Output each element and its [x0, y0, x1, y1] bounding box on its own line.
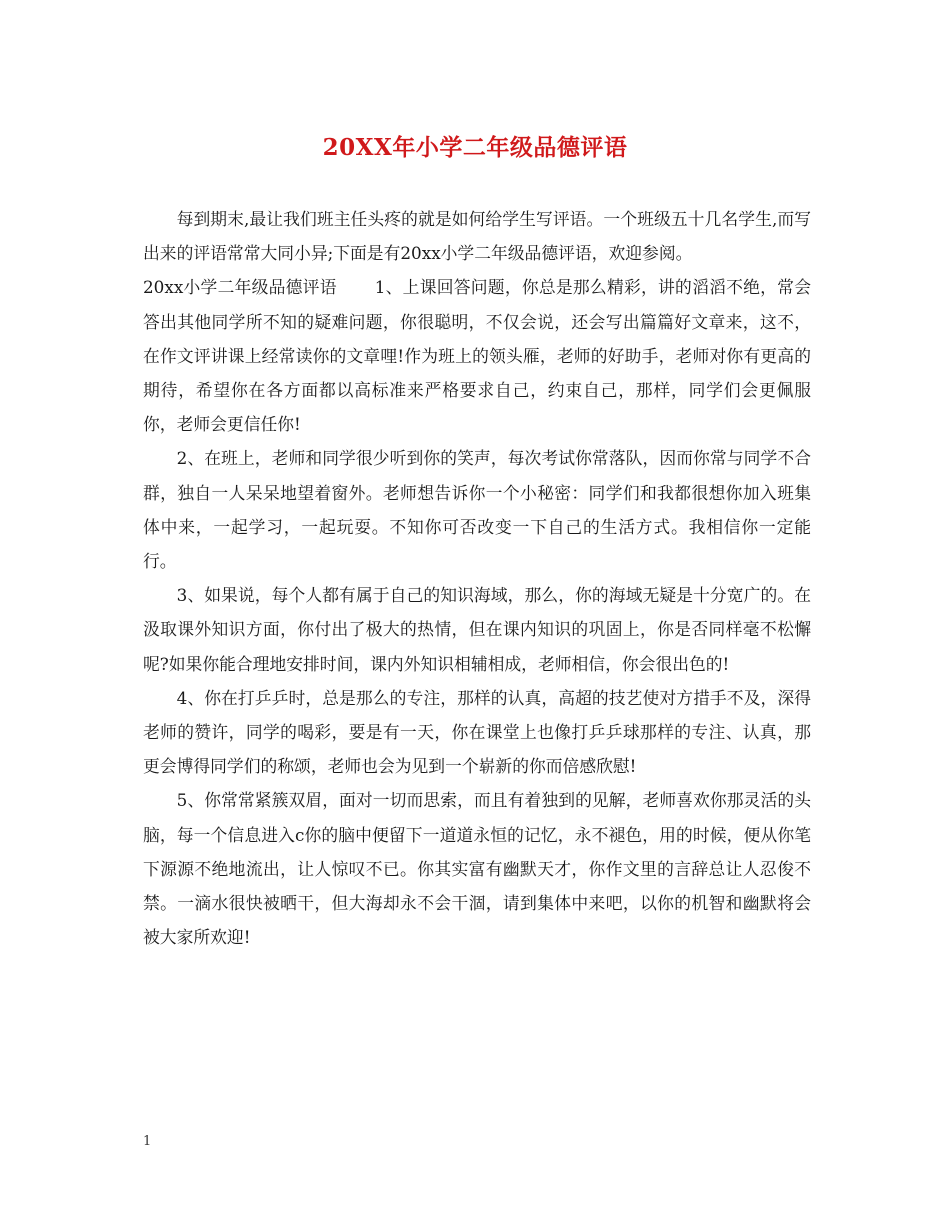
comment-paragraph-2: 2、在班上，老师和同学很少听到你的笑声，每次考试你常落队，因而你常与同学不合群，独自一人呆呆地望着窗外。老师想告诉你一个小秘密：同学们和我都很想你加入班集体中来，一起学习，一起玩耍。不知你可否改变一下自己的生活方式。我相信你一定能行。	[143, 448, 811, 572]
comment-paragraph-5: 5、你常常紧簇双眉，面对一切而思索，而且有着独到的见解，老师喜欢你那灵活的头脑，每一个信息进入c你的脑中便留下一道道永恒的记忆，永不褪色，用的时候，便从你笔下源源不绝地流出，让人惊叹不已。你其实富有幽默天才，你作文里的言辞总让人忍俊不禁。一滴水很快被晒干，但大海却永不会干涸，请到集体中来吧，以你的机智和幽默将会被大家所欢迎!	[143, 790, 811, 948]
page-number: 1	[143, 1134, 152, 1149]
comment-paragraph-3: 3、如果说，每个人都有属于自己的知识海域，那么，你的海域无疑是十分宽广的。在汲取课外知识方面，你付出了极大的热情，但在课内知识的巩固上，你是否同样毫不松懈呢?如果你能合理地安排时间，课内外知识相辅相成，老师相信，你会很出色的!	[143, 585, 811, 674]
section-heading: 20xx小学二年级品德评语	[143, 277, 337, 298]
document-title: 20XX年小学二年级品德评语	[322, 134, 628, 161]
comment-paragraph-4: 4、你在打乒乒时，总是那么的专注，那样的认真，高超的技艺使对方措手不及，深得老师的赞许，同学的喝彩，要是有一天，你在课堂上也像打乒乒球那样的专注、认真，那更会博得同学们的称颂，老师也会为见到一个崭新的你而倍感欣慰!	[143, 687, 811, 777]
comment-paragraph-1	[143, 270, 811, 441]
document-body	[143, 202, 811, 954]
intro-paragraph: 每到期末,最让我们班主任头疼的就是如何给学生写评语。一个班级五十几名学生,而写出来的评语常常大同小异;下面是有20xx小学二年级品德评语，欢迎参阅。	[143, 209, 811, 264]
comment-1-text: 1、上课回答问题，你总是那么精彩，讲的滔滔不绝，常会答出其他同学所不知的疑难问题，你很聪明，不仅会说，还会写出篇篇好文章来，这不，在作文评讲课上经常读你的文章哩!作为班上的领头雁，老师的好助手，老师对你有更高的期待，希望你在各方面都以高标准来严格要求自己，约束自己，那样，同学们会更佩服你，老师会更信任你!	[143, 277, 811, 435]
